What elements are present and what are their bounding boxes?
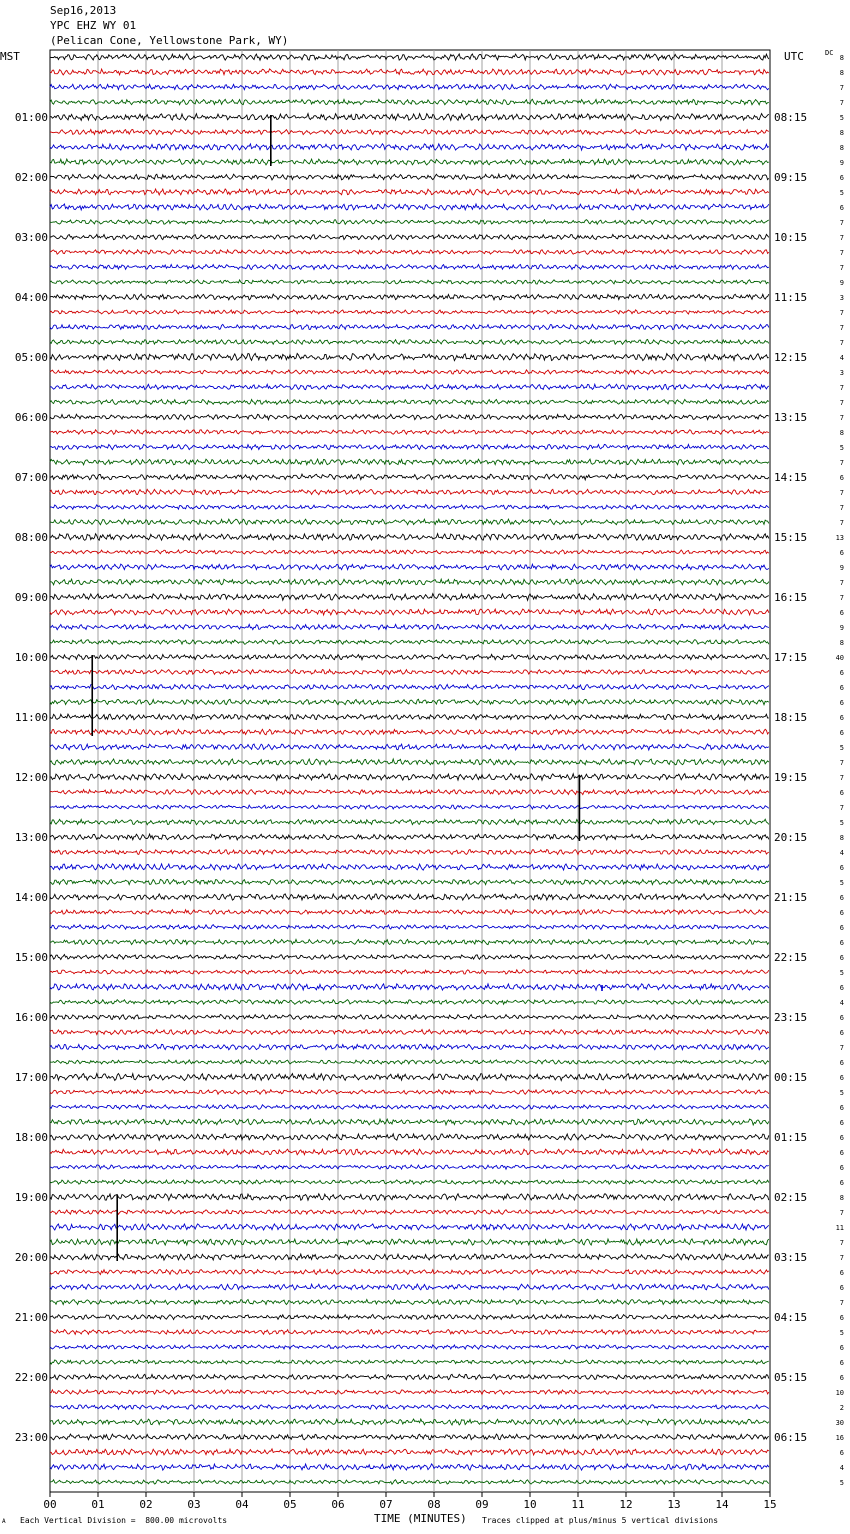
dc-offset-label: 6 <box>839 1074 844 1082</box>
dc-offset-label: 9 <box>839 564 844 572</box>
left-hour-label: 22:00 <box>14 1371 48 1384</box>
trace-90 <box>50 1405 769 1409</box>
left-hour-label: 04:00 <box>14 291 48 304</box>
dc-offset-label: 8 <box>839 834 844 842</box>
trace-72 <box>50 1134 769 1140</box>
trace-22 <box>50 384 769 389</box>
trace-41 <box>50 670 769 675</box>
dc-offset-label: 7 <box>839 264 844 272</box>
dc-offset-label: 10 <box>835 1389 844 1397</box>
left-hour-label: 05:00 <box>14 351 48 364</box>
right-hour-label: 06:15 <box>774 1431 808 1444</box>
dc-offset-label: 16 <box>835 1434 844 1442</box>
label-group <box>15 54 844 1511</box>
trace-94 <box>50 1464 769 1470</box>
dc-offset-label: 6 <box>839 909 844 917</box>
x-tick-label: 05 <box>283 1498 297 1511</box>
trace-93 <box>50 1449 769 1455</box>
trace-31 <box>50 519 769 525</box>
left-hour-label: 15:00 <box>14 951 48 964</box>
dc-offset-label: 8 <box>839 54 844 62</box>
trace-59 <box>50 939 769 944</box>
right-hour-label: 21:15 <box>774 891 808 904</box>
dc-offset-label: 6 <box>839 1344 844 1352</box>
dc-offset-label: 4 <box>839 1464 844 1472</box>
dc-offset-label: 9 <box>839 159 844 167</box>
trace-73 <box>50 1149 769 1155</box>
scale-note: Each Vertical Division = 800.00 microvolts <box>20 1516 228 1525</box>
dc-offset-label: 6 <box>839 1029 844 1037</box>
dc-offset-label: 7 <box>839 594 844 602</box>
x-tick-label: 01 <box>91 1498 105 1511</box>
trace-13 <box>50 250 769 255</box>
right-timezone: UTC <box>784 50 804 63</box>
trace-46 <box>50 744 769 750</box>
trace-45 <box>50 729 769 734</box>
trace-52 <box>50 834 769 840</box>
trace-47 <box>50 759 769 765</box>
left-hour-label: 13:00 <box>14 831 48 844</box>
trace-12 <box>50 234 769 239</box>
dc-offset-label: 9 <box>839 624 844 632</box>
trace-32 <box>50 534 769 541</box>
trace-44 <box>50 714 769 720</box>
trace-25 <box>50 430 769 435</box>
trace-76 <box>50 1194 769 1201</box>
right-hour-label: 20:15 <box>774 831 808 844</box>
trace-15 <box>50 280 769 284</box>
x-tick-label: 11 <box>571 1498 585 1511</box>
dc-offset-label: 6 <box>839 609 844 617</box>
trace-28 <box>50 474 769 480</box>
dc-offset-label: 5 <box>839 879 844 887</box>
left-hour-label: 09:00 <box>14 591 48 604</box>
dc-offset-label: 13 <box>835 534 844 542</box>
dc-offset-label: 7 <box>839 219 844 227</box>
trace-81 <box>50 1269 769 1274</box>
trace-49 <box>50 790 769 795</box>
right-hour-label: 23:15 <box>774 1011 808 1024</box>
trace-78 <box>50 1224 769 1230</box>
dc-offset-label: 6 <box>839 1059 844 1067</box>
dc-offset-label: 4 <box>839 849 844 857</box>
left-hour-label: 21:00 <box>14 1311 48 1324</box>
dc-offset-label: 7 <box>839 504 844 512</box>
dc-offset-label: 6 <box>839 864 844 872</box>
dc-offset-label: 6 <box>839 1104 844 1112</box>
dc-offset-label: 6 <box>839 894 844 902</box>
dc-offset-label: 7 <box>839 759 844 767</box>
trace-16 <box>50 294 769 300</box>
trace-27 <box>50 459 769 465</box>
right-hour-label: 04:15 <box>774 1311 808 1324</box>
trace-84 <box>50 1315 769 1320</box>
right-hour-label: 03:15 <box>774 1251 808 1264</box>
trace-86 <box>50 1345 769 1349</box>
dc-offset-label: 8 <box>839 129 844 137</box>
right-hour-label: 16:15 <box>774 591 808 604</box>
trace-67 <box>50 1060 769 1064</box>
dc-offset-label: 8 <box>839 69 844 77</box>
left-hour-label: 23:00 <box>14 1431 48 1444</box>
dc-offset-label: 7 <box>839 1299 844 1307</box>
dc-offset-label: 5 <box>839 969 844 977</box>
x-tick-label: 15 <box>763 1498 777 1511</box>
left-hour-label: 18:00 <box>14 1131 48 1144</box>
dc-offset-label: 6 <box>839 474 844 482</box>
trace-51 <box>50 819 769 825</box>
trace-29 <box>50 489 769 494</box>
dc-offset-label: 6 <box>839 1374 844 1382</box>
trace-37 <box>50 609 769 615</box>
x-tick-label: 10 <box>523 1498 537 1511</box>
right-hour-label: 18:15 <box>774 711 808 724</box>
left-hour-label: 02:00 <box>14 171 48 184</box>
dc-offset-label: 6 <box>839 174 844 182</box>
dc-offset-label: 4 <box>839 354 844 362</box>
trace-71 <box>50 1119 769 1125</box>
right-hour-label: 13:15 <box>774 411 808 424</box>
dc-offset-label: 7 <box>839 414 844 422</box>
trace-33 <box>50 550 769 554</box>
dc-offset-label: 6 <box>839 984 844 992</box>
left-hour-label: 11:00 <box>14 711 48 724</box>
dc-offset-label: 6 <box>839 924 844 932</box>
trace-80 <box>50 1254 769 1260</box>
right-hour-label: 14:15 <box>774 471 808 484</box>
dc-offset-label: 8 <box>839 1194 844 1202</box>
dc-offset-label: 7 <box>839 804 844 812</box>
dc-offset-label: 30 <box>835 1419 844 1427</box>
right-hour-label: 15:15 <box>774 531 808 544</box>
dc-offset-label: 6 <box>839 789 844 797</box>
right-hour-label: 12:15 <box>774 351 808 364</box>
left-hour-label: 17:00 <box>14 1071 48 1084</box>
right-hour-label: 02:15 <box>774 1191 808 1204</box>
trace-19 <box>50 340 769 345</box>
left-hour-label: 14:00 <box>14 891 48 904</box>
dc-offset-label: 6 <box>839 1134 844 1142</box>
trace-77 <box>50 1210 769 1215</box>
dc-offset-label: 3 <box>839 369 844 377</box>
left-hour-label: 16:00 <box>14 1011 48 1024</box>
dc-offset-label: 5 <box>839 1329 844 1337</box>
trace-5 <box>50 130 769 135</box>
dc-offset-label: 6 <box>839 1449 844 1457</box>
dc-offset-label: 6 <box>839 1179 844 1187</box>
dc-offset-label: 7 <box>839 249 844 257</box>
left-hour-label: 19:00 <box>14 1191 48 1204</box>
dc-offset-label: 7 <box>839 339 844 347</box>
trace-2 <box>50 84 769 90</box>
right-hour-label: 00:15 <box>774 1071 808 1084</box>
right-hour-label: 11:15 <box>774 291 808 304</box>
trace-62 <box>50 984 769 990</box>
dc-offset-label: 6 <box>839 729 844 737</box>
dc-offset-label: 7 <box>839 99 844 107</box>
dc-offset-label: 6 <box>839 1284 844 1292</box>
trace-39 <box>50 640 769 645</box>
dc-offset-label: 6 <box>839 204 844 212</box>
x-tick-label: 06 <box>331 1498 345 1511</box>
dc-offset-label: 6 <box>839 699 844 707</box>
trace-38 <box>50 624 769 629</box>
left-hour-label: 07:00 <box>14 471 48 484</box>
dc-offset-label: 6 <box>839 549 844 557</box>
trace-group <box>50 54 769 1484</box>
trace-9 <box>50 189 769 195</box>
x-tick-label: 09 <box>475 1498 489 1511</box>
left-hour-label: 03:00 <box>14 231 48 244</box>
trace-82 <box>50 1284 769 1290</box>
trace-42 <box>50 684 769 689</box>
trace-63 <box>50 1000 769 1005</box>
dc-offset-label: 5 <box>839 444 844 452</box>
dc-offset-label: 8 <box>839 144 844 152</box>
dc-offset-label: 7 <box>839 309 844 317</box>
left-hour-label: 12:00 <box>14 771 48 784</box>
trace-14 <box>50 265 769 270</box>
trace-95 <box>50 1480 769 1484</box>
trace-21 <box>50 370 769 374</box>
x-tick-label: 08 <box>427 1498 441 1511</box>
trace-65 <box>50 1029 769 1034</box>
dc-offset-label: 5 <box>839 819 844 827</box>
dc-offset-label: 7 <box>839 324 844 332</box>
dc-offset-label: 3 <box>839 294 844 302</box>
trace-74 <box>50 1165 769 1169</box>
dc-offset-label: 6 <box>839 1314 844 1322</box>
dc-offset-label: 5 <box>839 114 844 122</box>
x-tick-label: 02 <box>139 1498 153 1511</box>
dc-offset-label: 6 <box>839 1359 844 1367</box>
corner-mark: A <box>2 1518 6 1525</box>
x-axis-label: TIME (MINUTES) <box>374 1512 467 1525</box>
trace-89 <box>50 1390 769 1395</box>
dc-offset-label: 7 <box>839 1254 844 1262</box>
right-hour-label: 17:15 <box>774 651 808 664</box>
x-tick-label: 03 <box>187 1498 201 1511</box>
trace-54 <box>50 864 769 870</box>
trace-17 <box>50 310 769 314</box>
trace-75 <box>50 1180 769 1184</box>
dc-offset-label: 7 <box>839 774 844 782</box>
trace-34 <box>50 564 769 570</box>
dc-offset-label: 7 <box>839 489 844 497</box>
dc-offset-label: 7 <box>839 234 844 242</box>
trace-53 <box>50 850 769 855</box>
trace-10 <box>50 204 769 210</box>
trace-57 <box>50 910 769 915</box>
trace-50 <box>50 805 769 809</box>
dc-offset-label: 8 <box>839 429 844 437</box>
trace-6 <box>50 144 769 150</box>
trace-7 <box>50 159 769 165</box>
x-tick-label: 04 <box>235 1498 249 1511</box>
trace-60 <box>50 955 769 960</box>
trace-68 <box>50 1074 769 1081</box>
x-tick-label: 12 <box>619 1498 633 1511</box>
dc-offset-label: 6 <box>839 684 844 692</box>
trace-3 <box>50 99 769 105</box>
trace-35 <box>50 579 769 585</box>
dc-offset-label: 6 <box>839 669 844 677</box>
trace-11 <box>50 220 769 225</box>
trace-40 <box>50 654 769 659</box>
left-hour-label: 20:00 <box>14 1251 48 1264</box>
dc-offset-label: 6 <box>839 954 844 962</box>
dc-offset-label: 6 <box>839 939 844 947</box>
left-hour-label: 06:00 <box>14 411 48 424</box>
trace-26 <box>50 444 769 449</box>
right-hour-label: 22:15 <box>774 951 808 964</box>
dc-offset-label: 7 <box>839 399 844 407</box>
dc-offset-label: 6 <box>839 1164 844 1172</box>
right-hour-label: 09:15 <box>774 171 808 184</box>
dc-header: DC <box>825 49 834 57</box>
trace-69 <box>50 1090 769 1095</box>
dc-offset-label: 6 <box>839 1119 844 1127</box>
trace-18 <box>50 324 769 329</box>
dc-offset-label: 7 <box>839 384 844 392</box>
dc-offset-label: 6 <box>839 1269 844 1277</box>
left-hour-label: 10:00 <box>14 651 48 664</box>
trace-48 <box>50 774 769 781</box>
dc-offset-label: 11 <box>835 1224 844 1232</box>
left-timezone: MST <box>0 50 20 63</box>
dc-offset-label: 6 <box>839 1014 844 1022</box>
dc-offset-label: 6 <box>839 1149 844 1157</box>
header-station: YPC EHZ WY 01 <box>50 19 137 32</box>
right-hour-label: 01:15 <box>774 1131 808 1144</box>
trace-23 <box>50 400 769 405</box>
trace-87 <box>50 1360 769 1364</box>
dc-offset-label: 2 <box>839 1404 844 1412</box>
trace-1 <box>50 69 769 75</box>
trace-92 <box>50 1434 769 1440</box>
trace-8 <box>50 174 769 180</box>
dc-offset-label: 7 <box>839 1209 844 1217</box>
header-location: (Pelican Cone, Yellowstone Park, WY) <box>50 34 289 47</box>
dc-offset-label: 5 <box>839 1089 844 1097</box>
trace-66 <box>50 1044 769 1050</box>
trace-20 <box>50 353 769 360</box>
dc-offset-label: 40 <box>835 654 844 662</box>
trace-70 <box>50 1105 769 1109</box>
dc-offset-label: 8 <box>839 639 844 647</box>
trace-79 <box>50 1239 769 1245</box>
x-tick-label: 14 <box>715 1498 729 1511</box>
clip-note: Traces clipped at plus/minus 5 vertical divisions <box>482 1516 719 1525</box>
trace-88 <box>50 1374 769 1379</box>
trace-85 <box>50 1330 769 1335</box>
x-tick-label: 00 <box>43 1498 57 1511</box>
trace-61 <box>50 970 769 974</box>
dc-offset-label: 9 <box>839 279 844 287</box>
trace-56 <box>50 894 769 900</box>
trace-24 <box>50 414 769 419</box>
right-hour-label: 08:15 <box>774 111 808 124</box>
dc-offset-label: 4 <box>839 999 844 1007</box>
trace-58 <box>50 925 769 930</box>
trace-4 <box>50 114 769 121</box>
trace-55 <box>50 879 769 884</box>
trace-36 <box>50 594 769 601</box>
dc-offset-label: 7 <box>839 579 844 587</box>
right-hour-label: 10:15 <box>774 231 808 244</box>
dc-offset-label: 7 <box>839 459 844 467</box>
trace-30 <box>50 505 769 510</box>
trace-64 <box>50 1015 769 1020</box>
left-hour-label: 01:00 <box>14 111 48 124</box>
left-hour-label: 08:00 <box>14 531 48 544</box>
dc-offset-label: 6 <box>839 714 844 722</box>
dc-offset-label: 7 <box>839 1239 844 1247</box>
right-hour-label: 19:15 <box>774 771 808 784</box>
trace-0 <box>50 54 769 60</box>
trace-43 <box>50 699 769 705</box>
trace-91 <box>50 1419 769 1425</box>
dc-offset-label: 5 <box>839 744 844 752</box>
dc-offset-label: 7 <box>839 84 844 92</box>
dc-offset-label: 5 <box>839 189 844 197</box>
x-tick-label: 13 <box>667 1498 681 1511</box>
dc-offset-label: 7 <box>839 519 844 527</box>
right-hour-label: 05:15 <box>774 1371 808 1384</box>
dc-offset-label: 5 <box>839 1479 844 1487</box>
x-tick-label: 07 <box>379 1498 393 1511</box>
header-date: Sep16,2013 <box>50 4 117 17</box>
dc-offset-label: 7 <box>839 1044 844 1052</box>
trace-83 <box>50 1300 769 1305</box>
